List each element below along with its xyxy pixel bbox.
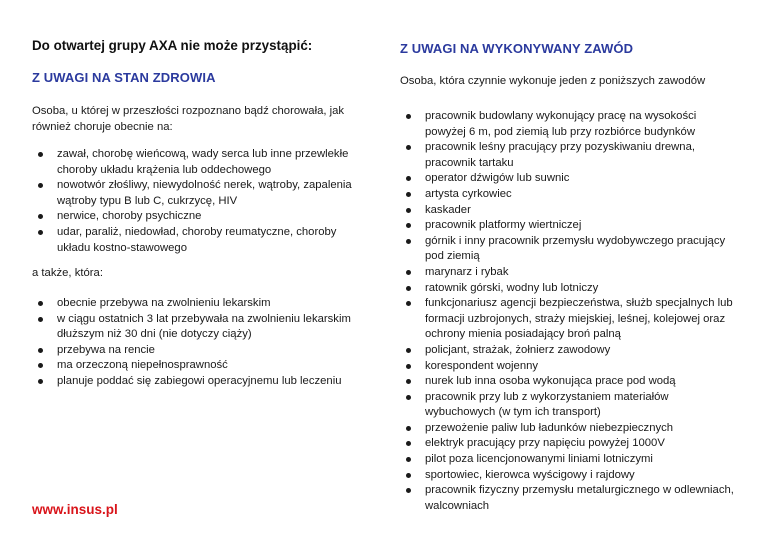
list-item: pilot poza licencjonowanymi liniami lotniczymi bbox=[400, 452, 740, 468]
list-item: artysta cyrkowiec bbox=[400, 187, 740, 203]
list-item: korespondent wojenny bbox=[400, 359, 740, 375]
website-link[interactable]: www.insus.pl bbox=[32, 502, 118, 517]
list-item: operator dźwigów lub suwnic bbox=[400, 171, 740, 187]
list-item: przewożenie paliw lub ładunków niebezpiecznych bbox=[400, 421, 740, 437]
list-item: w ciągu ostatnich 3 lat przebywała na zwolnieniu lekarskim dłuższym niż 30 dni (nie dotyczy ciąży) bbox=[32, 312, 352, 343]
illness-list bbox=[32, 147, 364, 256]
occupation-intro: Osoba, która czynnie wykonuje jeden z poniższych zawodów bbox=[400, 75, 706, 87]
list-item: udar, paraliż, niedowład, choroby reumatyczne, choroby układu kostno-stawowego bbox=[32, 225, 364, 256]
list-item: pracownik budowlany wykonujący pracę na wysokości powyżej 6 m, pod ziemią lub przy rozbiórce budynków bbox=[400, 109, 740, 140]
list-item: pracownik przy lub z wykorzystaniem materiałów wybuchowych (w tym ich transport) bbox=[400, 390, 740, 421]
list-item: funkcjonariusz agencji bezpieczeństwa, służb specjalnych lub formacji uzbrojonych, straży miejskiej, leśnej, kolejowej oraz ochrony mienia posiadający broń palną bbox=[400, 296, 740, 343]
page-title: Do otwartej grupy AXA nie może przystąpić: bbox=[32, 38, 313, 53]
also-label: a także, która: bbox=[32, 267, 103, 279]
list-item: pracownik platformy wiertniczej bbox=[400, 218, 740, 234]
list-item: zawał, chorobę wieńcową, wady serca lub inne przewlekłe choroby układu krążenia lub oddechowego bbox=[32, 147, 364, 178]
condition-list bbox=[32, 296, 352, 390]
list-item: elektryk pracujący przy napięciu powyżej 1000V bbox=[400, 436, 740, 452]
occupation-section-heading: Z UWAGI NA WYKONYWANY ZAWÓD bbox=[400, 41, 634, 56]
health-intro: Osoba, u której w przeszłości rozpoznano bądź chorowała, jak również choruje obecnie na: bbox=[32, 105, 345, 133]
list-item: górnik i inny pracownik przemysłu wydobywczego pracujący pod ziemią bbox=[400, 234, 740, 265]
list-item: planuje poddać się zabiegowi operacyjnemu lub leczeniu bbox=[32, 374, 352, 390]
list-item: obecnie przebywa na zwolnieniu lekarskim bbox=[32, 296, 352, 312]
list-item: nurek lub inna osoba wykonująca prace pod wodą bbox=[400, 374, 740, 390]
list-item: policjant, strażak, żołnierz zawodowy bbox=[400, 343, 740, 359]
list-item: nerwice, choroby psychiczne bbox=[32, 209, 364, 225]
list-item: nowotwór złośliwy, niewydolność nerek, wątroby, zapalenia wątroby typu B lub C, cukrzycę, HIV bbox=[32, 178, 364, 209]
list-item: ma orzeczoną niepełnosprawność bbox=[32, 358, 352, 374]
list-item: przebywa na rencie bbox=[32, 343, 352, 359]
list-item: marynarz i rybak bbox=[400, 265, 740, 281]
list-item: ratownik górski, wodny lub lotniczy bbox=[400, 281, 740, 297]
list-item: sportowiec, kierowca wyścigowy i rajdowy bbox=[400, 468, 740, 484]
list-item: pracownik fizyczny przemysłu metalurgicznego w odlewniach, walcowniach bbox=[400, 483, 740, 514]
occupation-list bbox=[400, 109, 740, 514]
list-item: kaskader bbox=[400, 203, 740, 219]
list-item: pracownik leśny pracujący przy pozyskiwaniu drewna, pracownik tartaku bbox=[400, 140, 740, 171]
health-section-heading: Z UWAGI NA STAN ZDROWIA bbox=[32, 70, 216, 85]
